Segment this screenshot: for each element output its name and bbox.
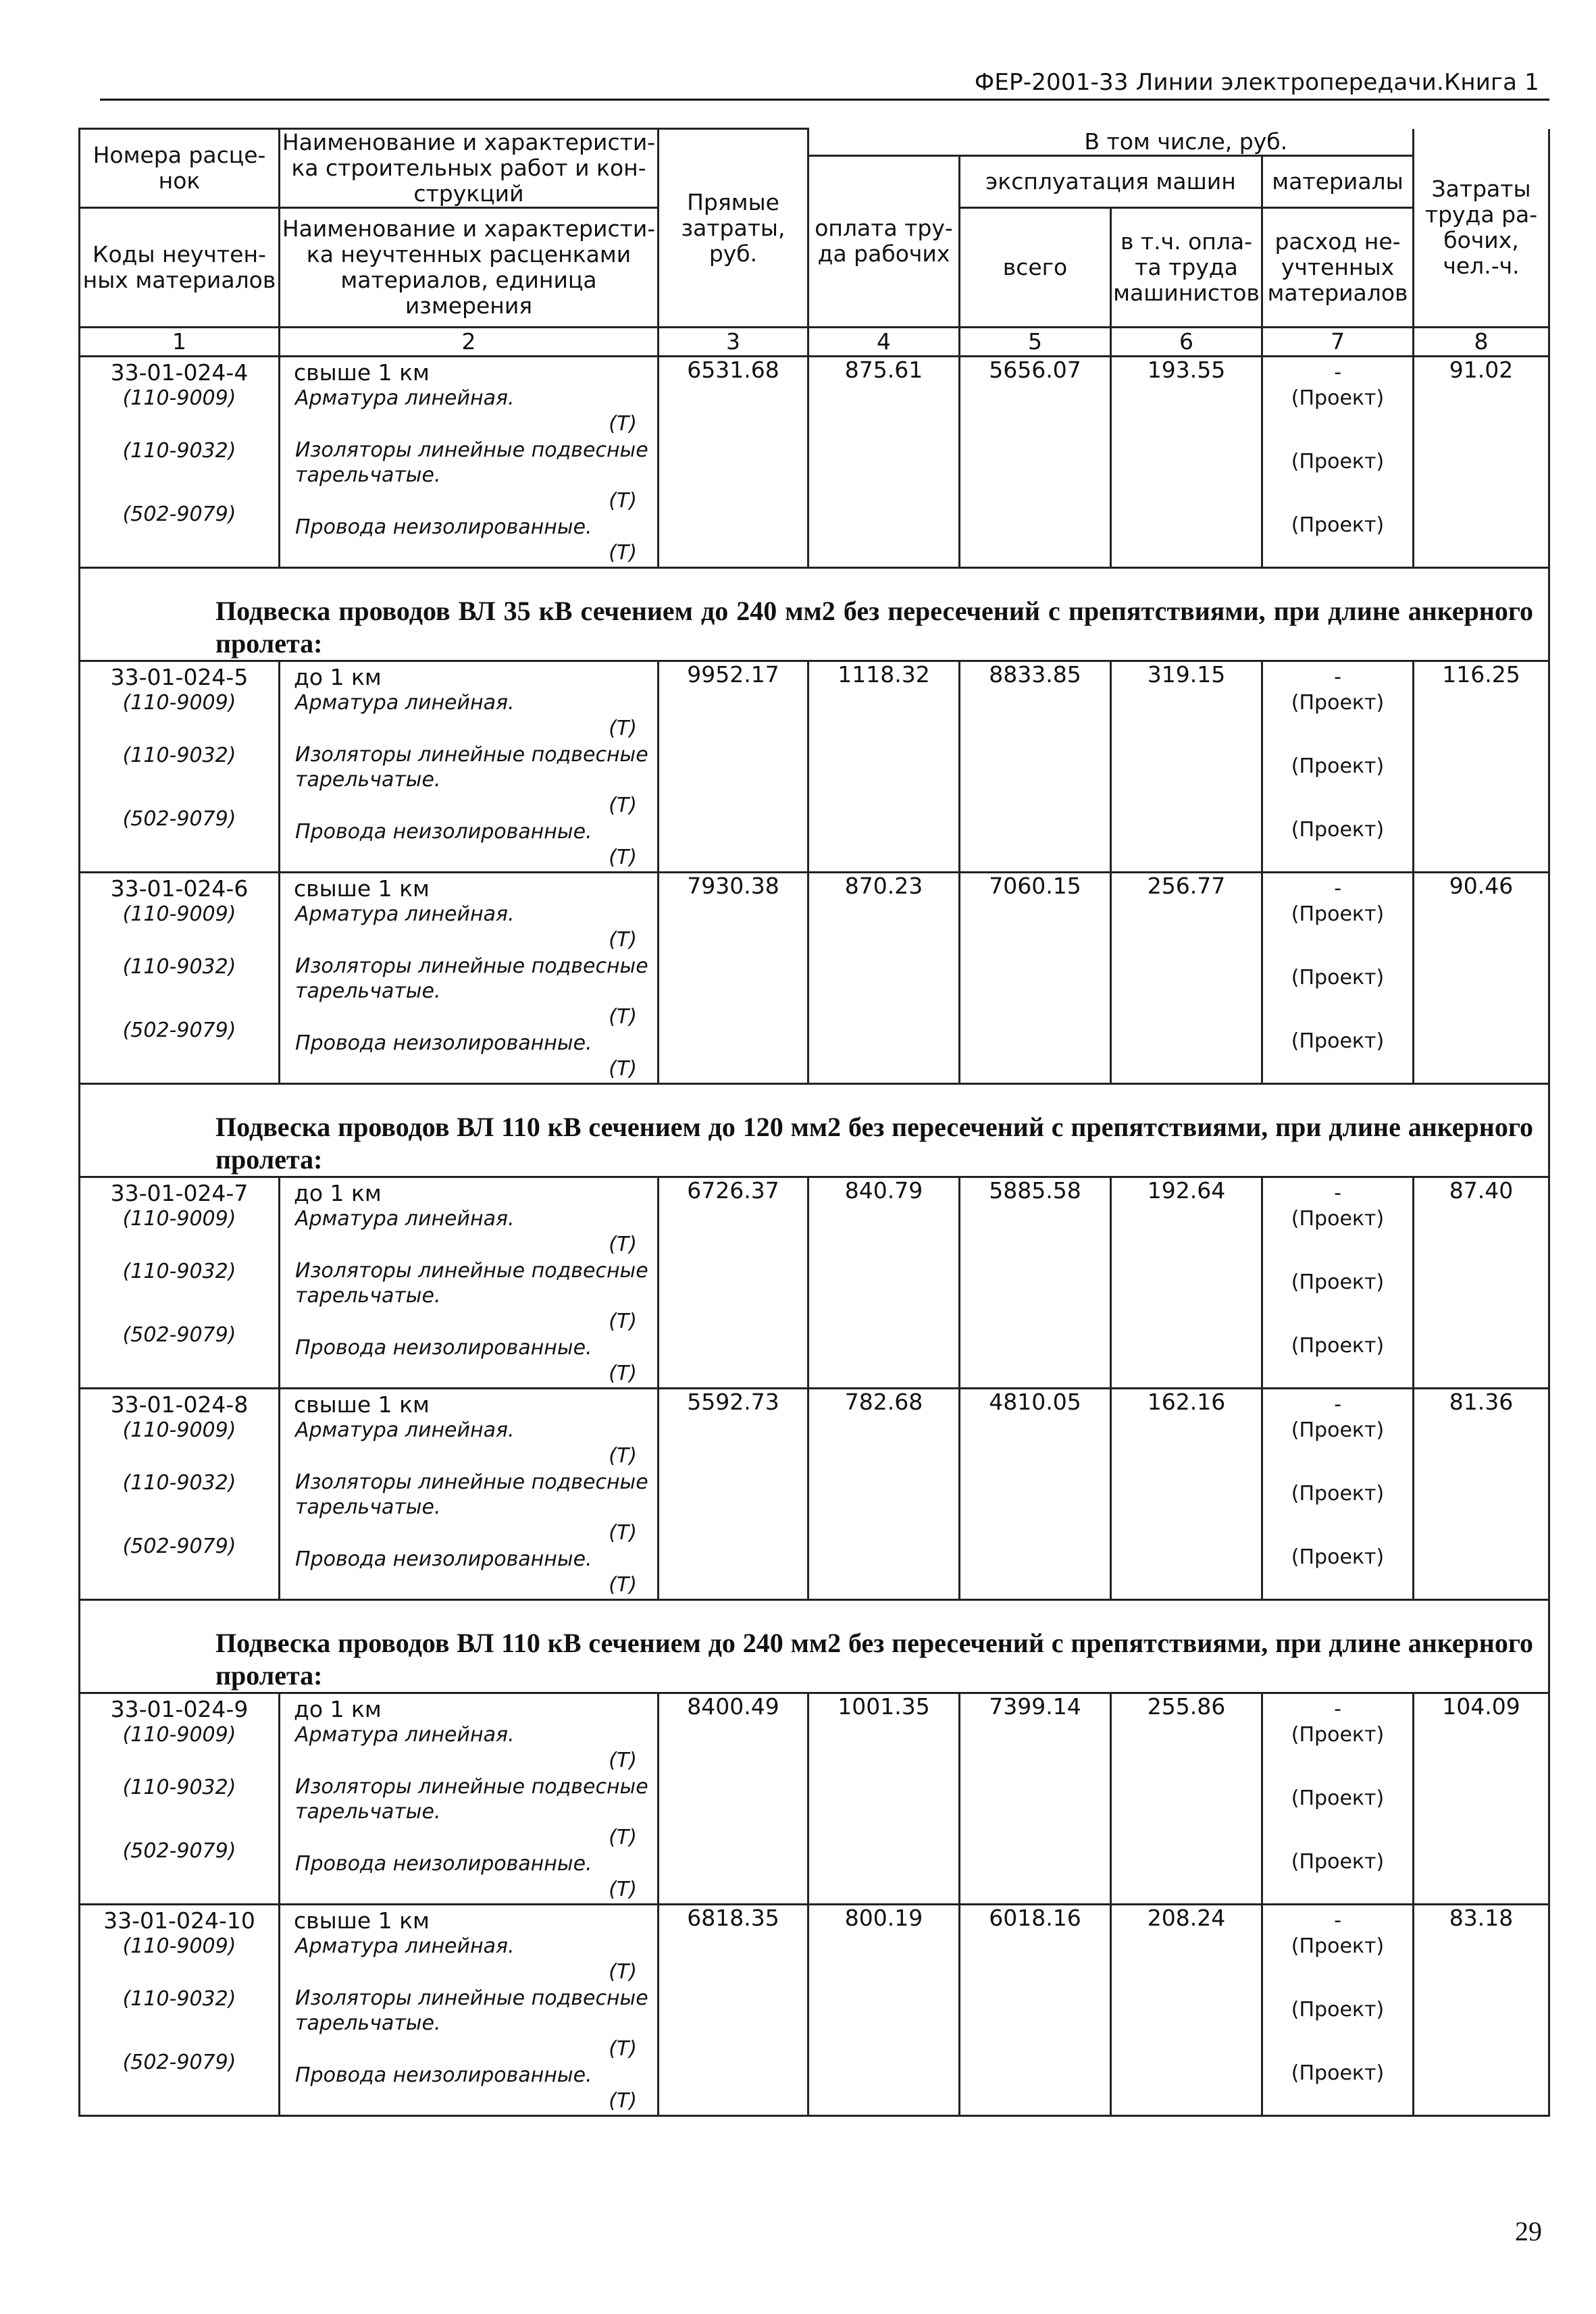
rate-code-cell xyxy=(80,1389,280,1600)
material-code: (110-9009) xyxy=(122,1934,236,1958)
material-mark: (Т) xyxy=(609,1826,637,1849)
rate-code: 33-01-024-8 xyxy=(110,1391,249,1418)
material-code: (502-9079) xyxy=(122,503,236,526)
section-title: Подвеска проводов ВЛ 35 кВ сечением до 240 мм2 без пересечений с препятствиями, при длине анкерного пролета: xyxy=(80,568,1549,661)
materials-cell xyxy=(1262,1177,1414,1389)
rate-row xyxy=(80,1177,1549,1389)
material-code: (110-9032) xyxy=(122,955,236,979)
material-mark: (Т) xyxy=(609,1057,637,1081)
rate-row xyxy=(80,873,1549,1084)
header-labor-pay: оплата тру-да рабочих xyxy=(808,155,960,328)
material-code: (110-9032) xyxy=(122,1260,236,1283)
material-name: Изоляторы линейные подвесные тарельчатые. xyxy=(295,1986,648,2035)
rate-description-cell xyxy=(280,1905,659,2116)
rate-description: свыше 1 км xyxy=(294,1391,430,1418)
material-mark: (Т) xyxy=(609,1233,637,1256)
machines-total: 8833.85 xyxy=(960,661,1111,873)
header-col1-bottom: Коды неучтен-ных материалов xyxy=(80,208,280,328)
labor-hours: 90.46 xyxy=(1414,873,1549,1084)
direct-costs: 8400.49 xyxy=(659,1693,808,1905)
column-number: 3 xyxy=(659,328,808,357)
operators-pay: 192.64 xyxy=(1111,1177,1262,1389)
column-numbers-row xyxy=(80,328,1549,357)
rate-description: свыше 1 км xyxy=(294,1907,430,1934)
material-code: (502-9079) xyxy=(122,1839,236,1863)
operators-pay: 256.77 xyxy=(1111,873,1262,1084)
material-consumption: (Проект) xyxy=(1291,1998,1385,2022)
rate-description-cell xyxy=(280,357,659,568)
material-name: Арматура линейная. xyxy=(295,386,515,410)
rate-description-cell xyxy=(280,1693,659,1905)
header-operators-pay: в т.ч. опла-та труда машинистов xyxy=(1111,208,1262,328)
material-name: Провода неизолированные. xyxy=(295,2063,592,2087)
material-name: Изоляторы линейные подвесные тарельчатые. xyxy=(295,1259,648,1308)
material-mark: (Т) xyxy=(609,717,637,740)
header-materials: материалы xyxy=(1262,155,1414,208)
material-consumption: (Проект) xyxy=(1291,818,1385,842)
section-title-row xyxy=(80,568,1549,661)
material-code: (502-9079) xyxy=(122,1323,236,1347)
rate-description-cell xyxy=(280,873,659,1084)
material-mark: (Т) xyxy=(609,1521,637,1545)
materials-cell xyxy=(1262,1389,1414,1600)
material-mark: (Т) xyxy=(609,846,637,869)
header-including: В том числе, руб. xyxy=(960,129,1414,156)
material-mark: (Т) xyxy=(609,1444,637,1468)
labor-pay: 1001.35 xyxy=(808,1693,960,1905)
direct-costs: 7930.38 xyxy=(659,873,808,1084)
material-name: Арматура линейная. xyxy=(295,1723,515,1747)
column-number: 4 xyxy=(808,328,960,357)
labor-hours: 87.40 xyxy=(1414,1177,1549,1389)
machines-total: 5656.07 xyxy=(960,357,1111,568)
rate-code: 33-01-024-7 xyxy=(110,1180,249,1206)
rate-description: до 1 км xyxy=(294,664,382,690)
machines-total: 7060.15 xyxy=(960,873,1111,1084)
material-name: Провода неизолированные. xyxy=(295,1031,592,1055)
labor-hours: 116.25 xyxy=(1414,661,1549,873)
column-number: 2 xyxy=(280,328,659,357)
page-number: 29 xyxy=(1515,2216,1542,2246)
direct-costs: 9952.17 xyxy=(659,661,808,873)
labor-pay: 840.79 xyxy=(808,1177,960,1389)
rate-code: 33-01-024-5 xyxy=(110,664,249,690)
materials-value: - xyxy=(1334,1697,1341,1721)
page-header: ФЕР-2001-33 Линии электропередачи.Книга 1 xyxy=(974,69,1539,96)
materials-value: - xyxy=(1334,1909,1341,1932)
labor-pay: 1118.32 xyxy=(808,661,960,873)
rate-code-cell xyxy=(80,661,280,873)
column-number: 8 xyxy=(1414,328,1549,357)
rate-description-cell xyxy=(280,1177,659,1389)
materials-value: - xyxy=(1334,877,1341,900)
material-mark: (Т) xyxy=(609,1362,637,1385)
material-name: Изоляторы линейные подвесные тарельчатые. xyxy=(295,438,648,487)
material-code: (110-9009) xyxy=(122,902,236,926)
rate-code-cell xyxy=(80,873,280,1084)
rate-code-cell xyxy=(80,1177,280,1389)
material-code: (502-9079) xyxy=(122,1019,236,1042)
rate-code-cell xyxy=(80,1905,280,2116)
material-code: (110-9009) xyxy=(122,691,236,715)
material-mark: (Т) xyxy=(609,541,637,565)
table-body xyxy=(80,357,1549,2116)
labor-hours: 83.18 xyxy=(1414,1905,1549,2116)
material-mark: (Т) xyxy=(609,1749,637,1772)
material-consumption: (Проект) xyxy=(1291,450,1385,473)
material-mark: (Т) xyxy=(609,794,637,817)
labor-hours: 81.36 xyxy=(1414,1389,1549,1600)
material-mark: (Т) xyxy=(609,1573,637,1597)
header-col2-bottom: Наименование и характеристи-ка неучтенных расценками материалов, единица измерения xyxy=(280,208,659,328)
operators-pay: 255.86 xyxy=(1111,1693,1262,1905)
operators-pay: 319.15 xyxy=(1111,661,1262,873)
column-number: 6 xyxy=(1111,328,1262,357)
material-name: Изоляторы линейные подвесные тарельчатые. xyxy=(295,1470,648,1519)
material-consumption: (Проект) xyxy=(1291,691,1385,715)
direct-costs: 6726.37 xyxy=(659,1177,808,1389)
labor-pay: 782.68 xyxy=(808,1389,960,1600)
material-consumption: (Проект) xyxy=(1291,1786,1385,1810)
material-code: (110-9009) xyxy=(122,1418,236,1442)
materials-cell xyxy=(1262,1693,1414,1905)
materials-value: - xyxy=(1334,1393,1341,1416)
header-unaccounted-materials: расход не-учтенных материалов xyxy=(1262,208,1414,328)
machines-total: 7399.14 xyxy=(960,1693,1111,1905)
rate-code: 33-01-024-6 xyxy=(110,875,249,902)
material-consumption: (Проект) xyxy=(1291,902,1385,926)
materials-cell xyxy=(1262,661,1414,873)
material-consumption: (Проект) xyxy=(1291,513,1385,537)
material-mark: (Т) xyxy=(609,2089,637,2113)
material-consumption: (Проект) xyxy=(1291,1418,1385,1442)
material-code: (110-9009) xyxy=(122,1207,236,1231)
rate-row xyxy=(80,357,1549,568)
rate-description: свыше 1 км xyxy=(294,875,430,902)
rate-description: свыше 1 км xyxy=(294,359,430,386)
header-col1-top: Номера расце-нок xyxy=(80,129,280,208)
column-number: 5 xyxy=(960,328,1111,357)
labor-pay: 875.61 xyxy=(808,357,960,568)
material-name: Арматура линейная. xyxy=(295,691,515,715)
material-consumption: (Проект) xyxy=(1291,1207,1385,1231)
material-name: Провода неизолированные. xyxy=(295,1336,592,1360)
material-code: (110-9032) xyxy=(122,439,236,463)
machines-total: 5885.58 xyxy=(960,1177,1111,1389)
material-name: Арматура линейная. xyxy=(295,902,515,926)
material-mark: (Т) xyxy=(609,412,637,436)
material-consumption: (Проект) xyxy=(1291,1934,1385,1958)
material-consumption: (Проект) xyxy=(1291,386,1385,410)
rate-row xyxy=(80,1693,1549,1905)
section-title: Подвеска проводов ВЛ 110 кВ сечением до 240 мм2 без пересечений с препятствиями, при длине анкерного пролета: xyxy=(80,1600,1549,1693)
rate-code: 33-01-024-4 xyxy=(110,359,249,386)
material-name: Арматура линейная. xyxy=(295,1207,515,1231)
material-code: (502-9079) xyxy=(122,2051,236,2074)
operators-pay: 193.55 xyxy=(1111,357,1262,568)
material-name: Изоляторы линейные подвесные тарельчатые. xyxy=(295,954,648,1003)
material-consumption: (Проект) xyxy=(1291,1029,1385,1053)
direct-costs: 6818.35 xyxy=(659,1905,808,2116)
material-consumption: (Проект) xyxy=(1291,2061,1385,2085)
material-code: (110-9009) xyxy=(122,386,236,410)
material-code: (502-9079) xyxy=(122,807,236,831)
material-mark: (Т) xyxy=(609,1005,637,1029)
rate-description-cell xyxy=(280,661,659,873)
material-mark: (Т) xyxy=(609,1310,637,1333)
header-machines-total: всего xyxy=(960,208,1111,328)
material-code: (110-9009) xyxy=(122,1723,236,1747)
rate-description-cell xyxy=(280,1389,659,1600)
rate-code: 33-01-024-10 xyxy=(103,1907,255,1934)
materials-value: - xyxy=(1334,361,1341,384)
material-consumption: (Проект) xyxy=(1291,1545,1385,1569)
rate-code-cell xyxy=(80,1693,280,1905)
material-name: Изоляторы линейные подвесные тарельчатые. xyxy=(295,743,648,792)
direct-costs: 5592.73 xyxy=(659,1389,808,1600)
material-name: Провода неизолированные. xyxy=(295,1852,592,1876)
rate-code: 33-01-024-9 xyxy=(110,1696,249,1722)
section-title-row xyxy=(80,1600,1549,1693)
rate-row xyxy=(80,1905,1549,2116)
direct-costs: 6531.68 xyxy=(659,357,808,568)
section-title: Подвеска проводов ВЛ 110 кВ сечением до 120 мм2 без пересечений с препятствиями, при длине анкерного пролета: xyxy=(80,1084,1549,1177)
material-consumption: (Проект) xyxy=(1291,1270,1385,1294)
material-mark: (Т) xyxy=(609,928,637,952)
labor-hours: 91.02 xyxy=(1414,357,1549,568)
material-consumption: (Проект) xyxy=(1291,966,1385,989)
material-mark: (Т) xyxy=(609,1878,637,1901)
column-number: 7 xyxy=(1262,328,1414,357)
material-name: Провода неизолированные. xyxy=(295,820,592,844)
material-consumption: (Проект) xyxy=(1291,1482,1385,1506)
material-code: (110-9032) xyxy=(122,1471,236,1495)
rate-code-cell xyxy=(80,357,280,568)
material-code: (502-9079) xyxy=(122,1535,236,1558)
material-name: Арматура линейная. xyxy=(295,1418,515,1442)
materials-value: - xyxy=(1334,1181,1341,1205)
rate-description: до 1 км xyxy=(294,1180,382,1206)
section-title-row xyxy=(80,1084,1549,1177)
materials-cell xyxy=(1262,1905,1414,2116)
material-mark: (Т) xyxy=(609,489,637,513)
materials-cell xyxy=(1262,873,1414,1084)
material-name: Провода неизолированные. xyxy=(295,1547,592,1571)
material-mark: (Т) xyxy=(609,1960,637,1984)
header-direct-costs: Прямые затраты, руб. xyxy=(659,129,808,328)
material-mark: (Т) xyxy=(609,2037,637,2061)
material-consumption: (Проект) xyxy=(1291,1334,1385,1358)
machines-total: 4810.05 xyxy=(960,1389,1111,1600)
material-consumption: (Проект) xyxy=(1291,754,1385,778)
labor-hours: 104.09 xyxy=(1414,1693,1549,1905)
labor-pay: 800.19 xyxy=(808,1905,960,2116)
rate-row xyxy=(80,1389,1549,1600)
material-consumption: (Проект) xyxy=(1291,1850,1385,1874)
material-code: (110-9032) xyxy=(122,1987,236,2011)
materials-cell xyxy=(1262,357,1414,568)
operators-pay: 208.24 xyxy=(1111,1905,1262,2116)
material-name: Провода неизолированные. xyxy=(295,515,592,539)
materials-value: - xyxy=(1334,665,1341,689)
header-labor-hours: Затраты труда ра-бочих, чел.-ч. xyxy=(1414,129,1549,328)
header-rule xyxy=(100,99,1549,101)
machines-total: 6018.16 xyxy=(960,1905,1111,2116)
header-col2-top: Наименование и характеристи-ка строительных работ и кон-струкций xyxy=(280,129,659,208)
material-code: (110-9032) xyxy=(122,744,236,767)
material-code: (110-9032) xyxy=(122,1776,236,1799)
labor-pay: 870.23 xyxy=(808,873,960,1084)
material-name: Изоляторы линейные подвесные тарельчатые. xyxy=(295,1775,648,1824)
material-consumption: (Проект) xyxy=(1291,1723,1385,1747)
rate-row xyxy=(80,661,1549,873)
rate-description: до 1 км xyxy=(294,1696,382,1722)
material-name: Арматура линейная. xyxy=(295,1934,515,1958)
rates-table xyxy=(78,128,1550,2117)
header-machines: эксплуатация машин xyxy=(960,155,1262,208)
operators-pay: 162.16 xyxy=(1111,1389,1262,1600)
column-number: 1 xyxy=(80,328,280,357)
